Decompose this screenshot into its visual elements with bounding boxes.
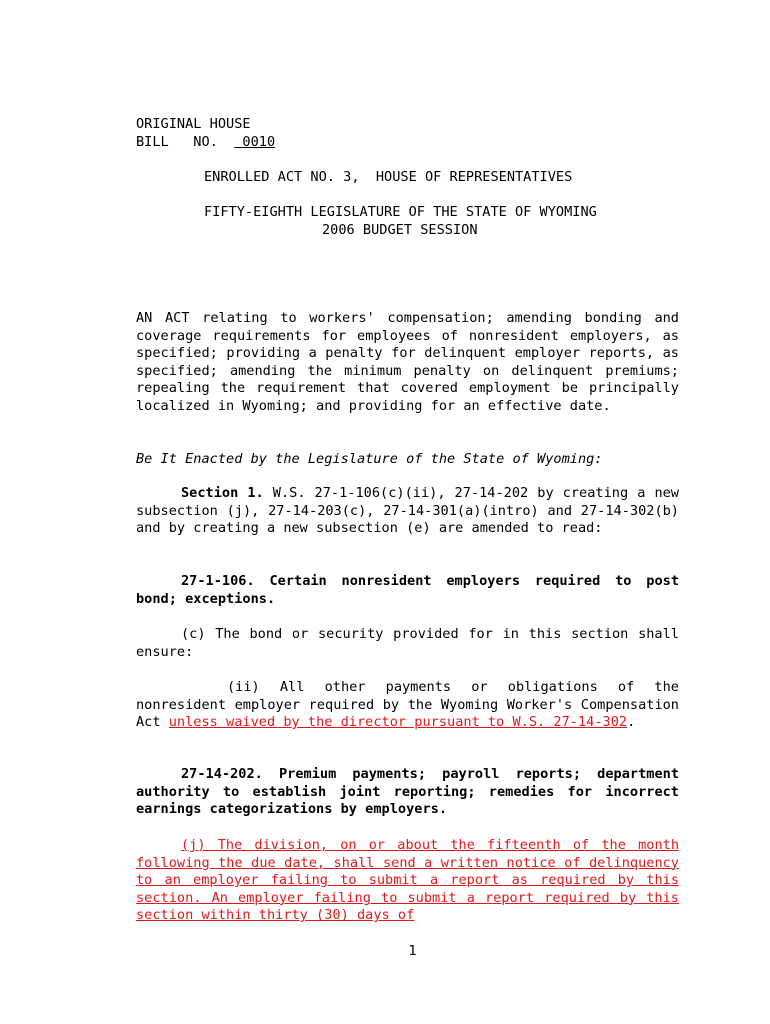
- heading-27-14-202: 27-14-202. Premium payments; payroll reports; department authority to establish joint reporting; remedies for incorrect earnings categorizations by employers.: [136, 766, 679, 818]
- bill-label: BILL NO.: [136, 134, 218, 150]
- legislature-line: FIFTY-EIGHTH LEGISLATURE OF THE STATE OF WYOMING: [204, 204, 597, 220]
- paragraph-ii-end: .: [627, 714, 636, 731]
- paragraph-c: (c) The bond or security provided for in this section shall ensure:: [136, 626, 679, 660]
- session-line: 2006 BUDGET SESSION: [322, 222, 478, 238]
- act-title: AN ACT relating to workers' compensation; amending bonding and coverage requirements for employees of nonresident employers, as specified; providing a penalty for delinquent employer reports, as specified; amending the minimum penalty on delinquent premiums; repealing the requirement that covered employment be principally localized in Wyoming; and providing for an effective date.: [136, 310, 679, 414]
- section-1-paragraph: [136, 485, 679, 538]
- bill-number-line: [136, 134, 679, 152]
- paragraph-ii: [136, 679, 679, 732]
- inserted-text-waiver: unless waived by the director pursuant to W.S. 27-14-302: [168, 714, 628, 731]
- enrolled-act-line: ENROLLED ACT NO. 3, HOUSE OF REPRESENTATIVES: [204, 169, 573, 185]
- heading-27-1-106: 27-1-106. Certain nonresident employers required to post bond; exceptions.: [136, 573, 679, 607]
- section-1-label: Section 1.: [181, 485, 264, 501]
- enacting-clause: Be It Enacted by the Legislature of the State of Wyoming:: [136, 451, 603, 467]
- bill-number: 0010: [242, 134, 276, 150]
- inserted-subsection-j: (j) The division, on or about the fifteenth of the month following the due date, shall send a written notice of delinquency to an employer failing to submit a report as required by this section. An employer failing to submit a report required by this section within thirty (30) days of: [136, 837, 679, 924]
- paragraph-ii-text: (ii) All other payments or obligations of the nonresident employer required by the Wyoming Worker's Compensation Act: [136, 679, 679, 731]
- page-number: 1: [408, 943, 417, 959]
- section-1-text: W.S. 27-1-106(c)(ii), 27-14-202 by creating a new subsection (j), 27-14-203(c), 27-14-301(a)(intro) and 27-14-302(b) and by creating a new subsection (e) are amended to read:: [136, 485, 679, 537]
- original-house-line: ORIGINAL HOUSE: [136, 116, 251, 132]
